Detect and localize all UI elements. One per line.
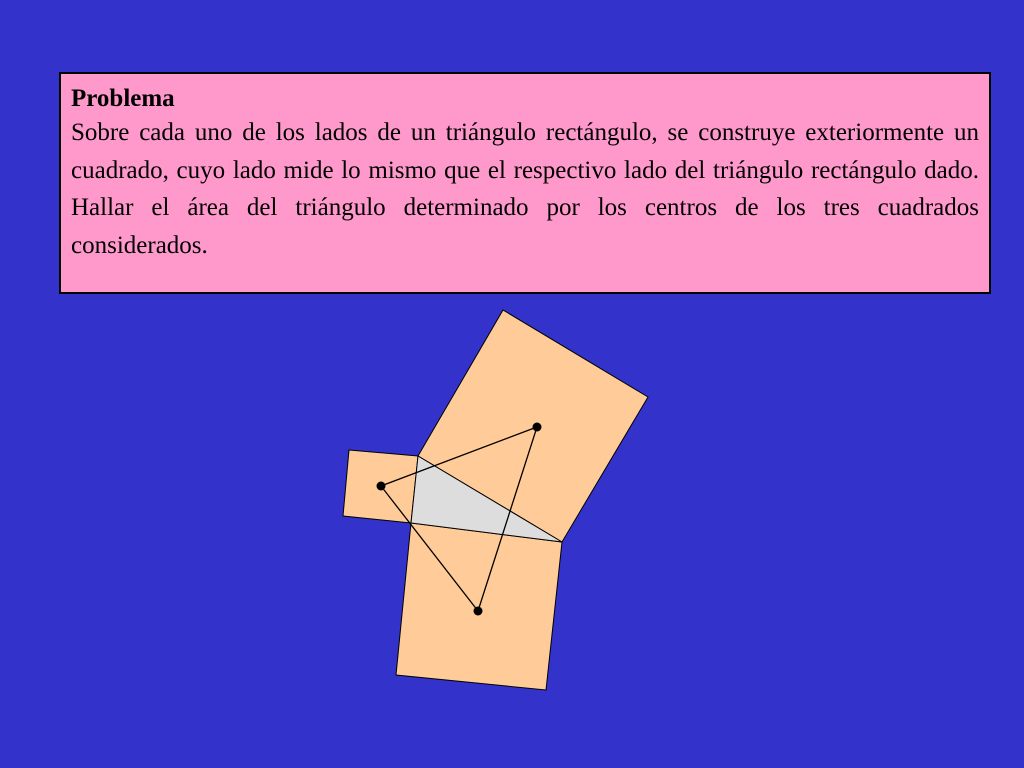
problem-text: Sobre cada uno de los lados de un triángulo rectángulo, se construye exteriormente un cuadrado, cuyo lado mide lo mismo que el respectivo lado del triángulo rectángulo dado. Hallar el área del triángulo determinado por los centros de los tres cuadrados considerados. [71,119,979,259]
problem-title: Problema [71,85,175,112]
center-point-large [533,423,542,432]
center-point-medium [474,607,483,616]
center-point-small [377,482,386,491]
